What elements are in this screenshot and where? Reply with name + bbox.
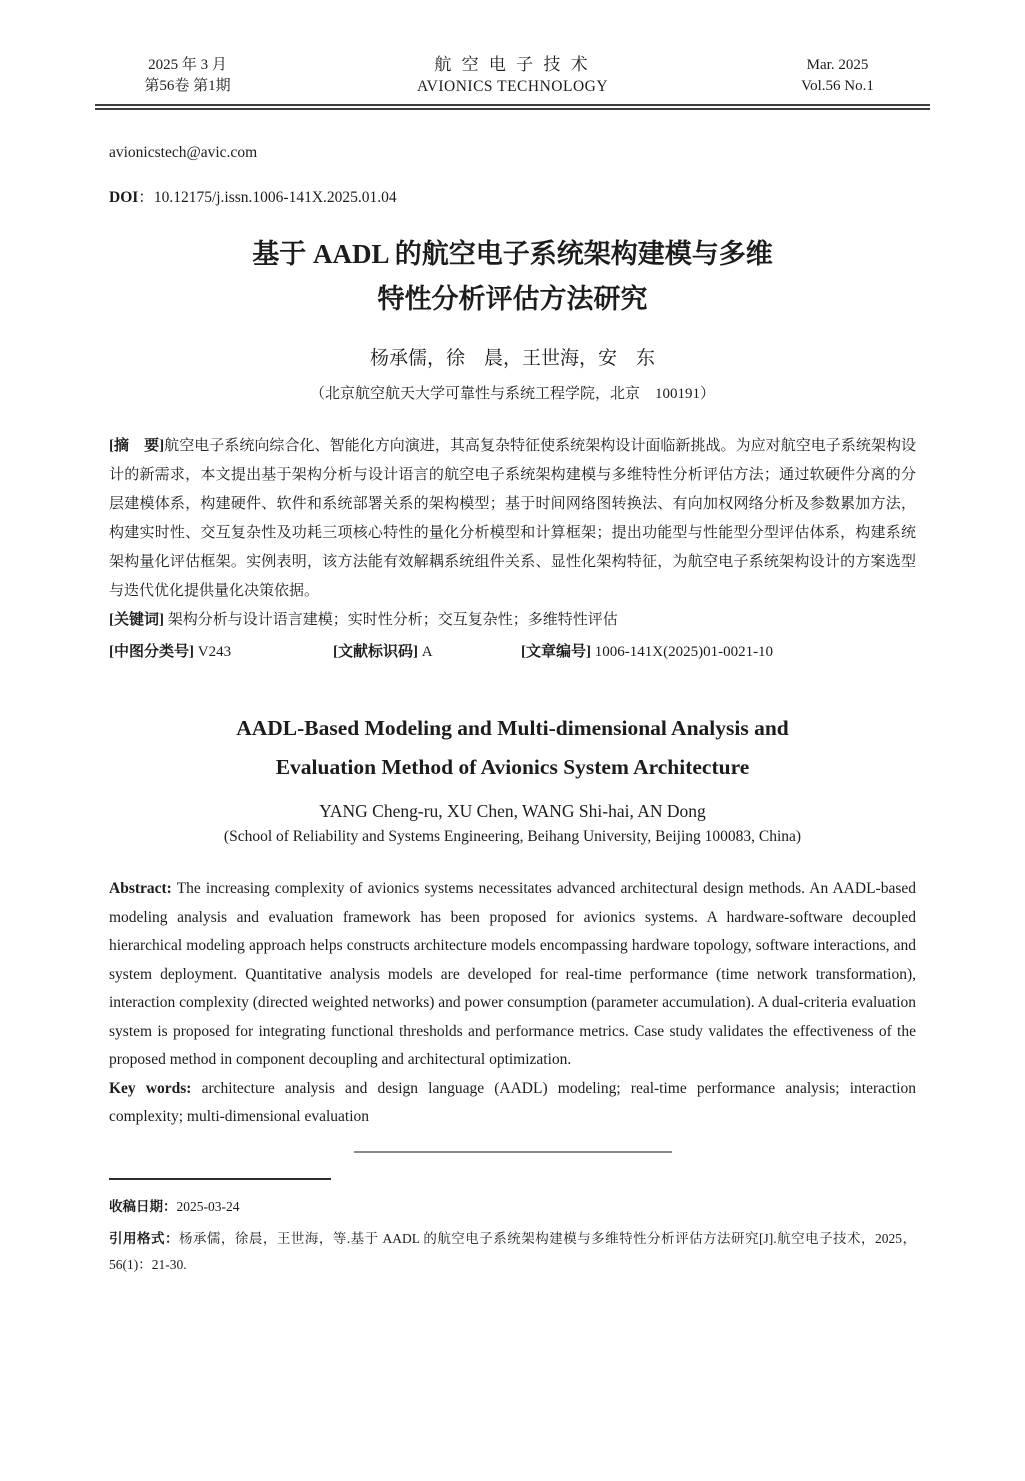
doi-value: 10.12175/j.issn.1006-141X.2025.01.04 [153,189,397,206]
abstract-text-zh: 航空电子系统向综合化、智能化方向演进，其高复杂特征使系统架构设计面临新挑战。为应对航空电子系统架构设计的新需求，本文提出基于架构分析与设计语言的航空电子系统架构建模与多维特性分析评估方法；通过软硬件分离的分层建模体系，构建硬件、软件和系统部署关系的架构模型；基于时间网络图转换法、有向加权网络分析及参数累加方法，构建实时性、交互复杂性及功耗三项核心特性的量化分析模型和计算框架；提出功能型与性能型分型评估体系，构建系统架构量化评估框架。实例表明，该方法能有效解耦系统组件关系、显性化架构特征，为航空电子系统架构设计的方案选型与迭代优化提供量化决策依据。 [109,438,916,599]
volume-issue-cn: 第56卷 第1期 [144,77,231,94]
abstract-en [95,875,930,1075]
citation-label: 引用格式 [109,1230,165,1246]
classification-row [95,638,930,667]
authors-en: YANG Cheng-ru, XU Chen, WANG Shi-hai, AN Dong [319,801,706,821]
keywords-en [95,1075,930,1132]
footnote-rule [109,1178,331,1180]
article-title-zh-line2: 特性分析评估方法研究 [377,284,648,314]
keywords-zh [95,606,930,635]
received-date-separator: ： [163,1198,177,1214]
article-title-en-line2: Evaluation Method of Avionics System Architecture [275,755,750,779]
received-date-label: 收稿日期 [109,1198,163,1214]
clc-value: V243 [197,644,232,660]
clc-number [109,638,333,667]
journal-title-cn: 航 空 电 子 技 术 [434,55,591,74]
article-title-en-line1: AADL-Based Modeling and Multi-dimensional Analysis and [236,716,789,740]
abstract-text-en: The increasing complexity of avionics systems necessitates advanced architectural design methods. An AADL-based modeling analysis and evaluation framework has been proposed for avionics systems. A hardware-software decoupled hierarchical modeling approach helps constructs architecture models encompassing hardware topology, software interactions, and system deployment. Quantitative analysis models are developed for real-time performance (time network transformation), interaction complexity (directed weighted networks) and power consumption (parameter accumulation). A dual-criteria evaluation system is proposed for integrating functional thresholds and performance metrics. Case study validates the effectiveness of the proposed method in component decoupling and architectural optimization. [109,880,916,1068]
contact-email: avionicstech@avic.com [109,144,258,161]
section-divider-rule [354,1151,672,1153]
article-title-en [95,709,930,787]
doi-separator: ： [138,189,154,206]
article-id [521,638,916,667]
doi-label: DOI [109,189,139,206]
issue-date-cn: 2025 年 3 月 [148,56,227,73]
document-code [333,638,521,667]
volume-issue-en: Vol.56 No.1 [801,77,874,94]
journal-title-block [280,54,745,97]
article-id-value: 1006-141X(2025)01-0021-10 [594,644,774,660]
issue-info-block [745,55,930,97]
affiliation-en: (School of Reliability and Systems Engineering, Beihang University, Beijing 100083, China) [223,828,802,845]
issue-date-block [95,55,280,97]
received-date-line [95,1195,930,1215]
authors-zh: 杨承儒，徐 晨，王世海，安 东 [369,348,655,369]
received-date-value: 2025-03-24 [176,1198,240,1214]
abstract-label-en: Abstract: [109,880,172,897]
journal-title-en: AVIONICS TECHNOLOGY [416,78,609,95]
citation-text: 杨承儒，徐晨，王世海，等.基于 AADL 的航空电子系统架构建模与多维特性分析评估方法研究[J].航空电子技术，2025，56(1)：21-30. [109,1230,917,1272]
journal-running-head [95,54,930,97]
document-code-value: A [421,644,433,660]
citation-separator: ： [164,1230,179,1246]
clc-label: [中图分类号] [109,644,194,660]
citation-line [95,1226,930,1278]
article-id-label: [文章编号] [521,644,591,660]
article-title-zh [95,232,930,322]
abstract-label-zh: [摘 要] [109,438,165,454]
keywords-text-en: architecture analysis and design language (AADL) modeling; real-time performance analysis; interaction complexity; multi-dimensional evaluation [109,1079,917,1125]
keywords-label-en: Key words: [109,1079,192,1097]
issue-date-en: Mar. 2025 [806,56,869,73]
doi-line [95,185,930,207]
keywords-text-zh: 架构分析与设计语言建模；实时性分析；交互复杂性；多维特性评估 [167,612,618,628]
keywords-label-zh: [关键词] [109,612,164,628]
affiliation-zh: （北京航空航天大学可靠性与系统工程学院，北京 100191） [309,386,715,402]
header-double-rule [95,104,930,110]
document-code-label: [文献标识码] [333,644,418,660]
abstract-zh [95,432,930,606]
article-title-zh-line1: 基于 AADL 的航空电子系统架构建模与多维 [252,239,773,269]
